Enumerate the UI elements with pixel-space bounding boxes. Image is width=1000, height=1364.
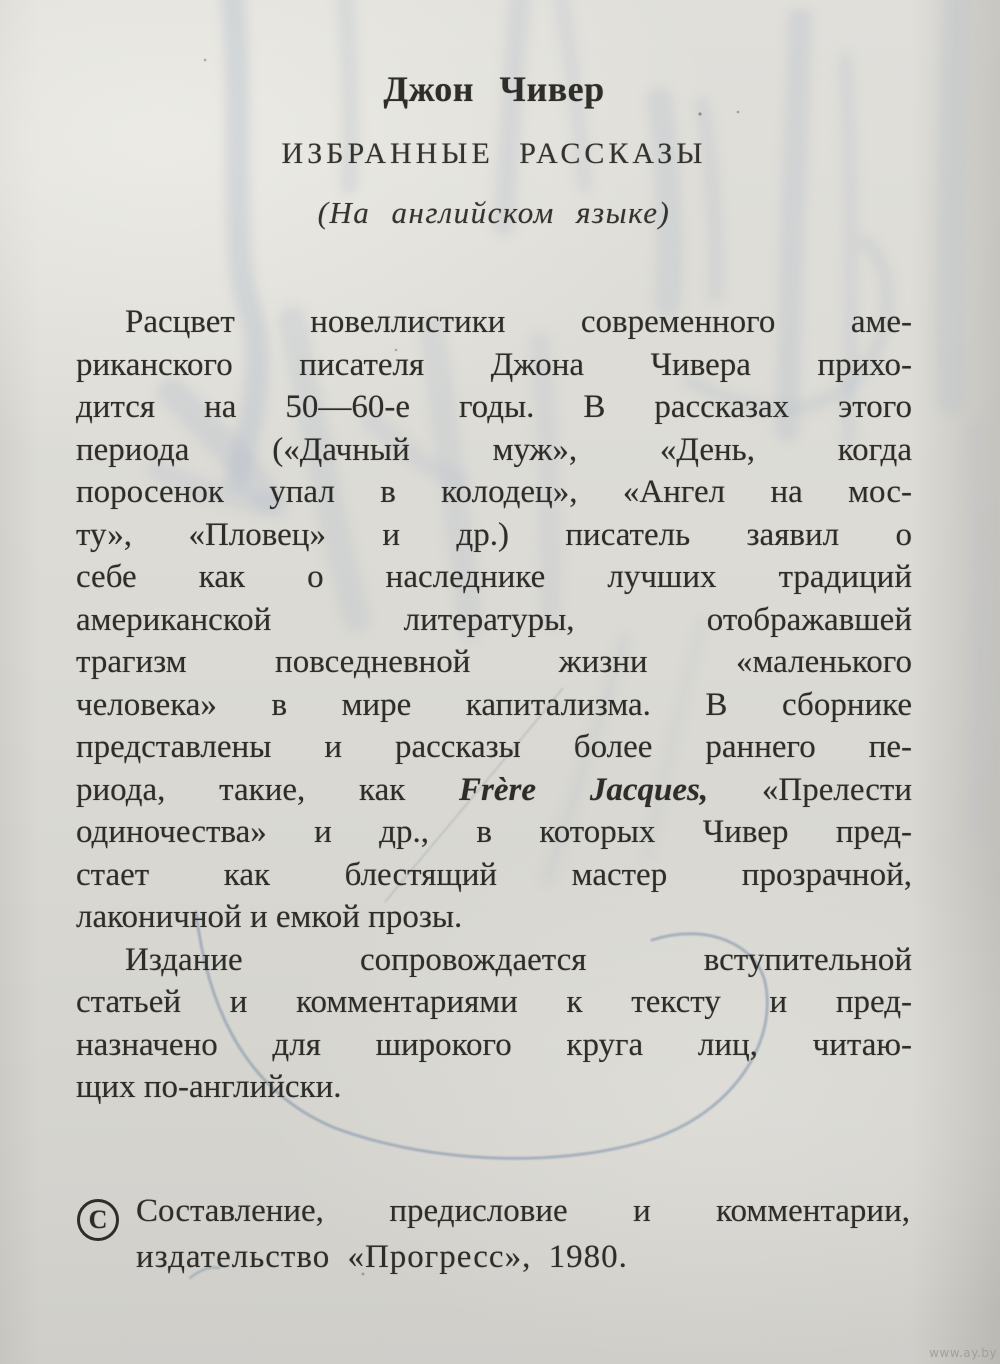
dust-speck	[737, 111, 740, 114]
dust-speck	[204, 59, 207, 62]
annotation-block	[76, 301, 912, 1109]
annotation-line: статьей и комментариями к тексту и пред-	[76, 984, 912, 1020]
dust-speck	[698, 112, 701, 115]
copyright-line-1: Составление, предисловие и комментарии,	[136, 1193, 910, 1229]
annotation-text: риода, такие, как	[76, 771, 406, 808]
book-author: Джон Чивер	[383, 69, 605, 109]
annotation-text: «Прелести	[761, 771, 913, 808]
annotation-line-frere	[76, 769, 912, 812]
annotation-line: щих по-английски.	[76, 1069, 342, 1105]
annotation-line: трагизм повседневной жизни «маленького	[76, 644, 912, 680]
copyright-block	[136, 1188, 910, 1280]
annotation-line: себе как о наследнике лучших традиций	[76, 559, 912, 595]
annotation-line: одиночества» и др., в которых Чивер пред-	[76, 814, 912, 850]
annotation-line: поросенок упал в колодец», «Ангел на мос-	[76, 474, 912, 510]
annotation-line: стает как блестящий мастер прозрачной,	[76, 856, 912, 893]
watermark-text: www.ay.by	[929, 1346, 997, 1360]
copyright-line-2: издательство «Прогресс», 1980.	[136, 1239, 628, 1275]
annotation-line: лаконичной и емкой прозы.	[76, 899, 463, 935]
annotation-line: американской литературы, отображавшей	[76, 601, 912, 638]
annotation-line: ту», «Пловец» и др.) писатель заявил о	[76, 516, 912, 553]
bleed-stroke	[975, 430, 980, 830]
language-note: (На английском языке)	[317, 195, 671, 230]
annotation-line: Расцвет новеллистики современного аме-	[125, 304, 912, 340]
annotation-line: назначено для широкого круга лиц, читаю-	[76, 1026, 912, 1063]
bleed-stroke	[504, 0, 520, 225]
book-title: ИЗБРАННЫЕ РАССКАЗЫ	[281, 137, 707, 170]
copyright-symbol: C	[77, 1199, 119, 1241]
annotation-line: дится на 50—60-е годы. В рассказах этого	[76, 389, 912, 425]
annotation-line: Издание сопровождается вступительной	[125, 941, 912, 978]
annotation-line: периода («Дачный муж», «День, когда	[76, 431, 912, 468]
annotation-line: представлены и рассказы более раннего пе-	[76, 729, 912, 765]
annotation-line: человека» в мире капитализма. В сборнике	[76, 686, 912, 723]
annotation-text-italic: Frère Jacques,	[459, 771, 709, 808]
annotation-line: риканского писателя Джона Чивера прихо-	[76, 346, 912, 383]
bleed-stroke	[950, 0, 958, 400]
